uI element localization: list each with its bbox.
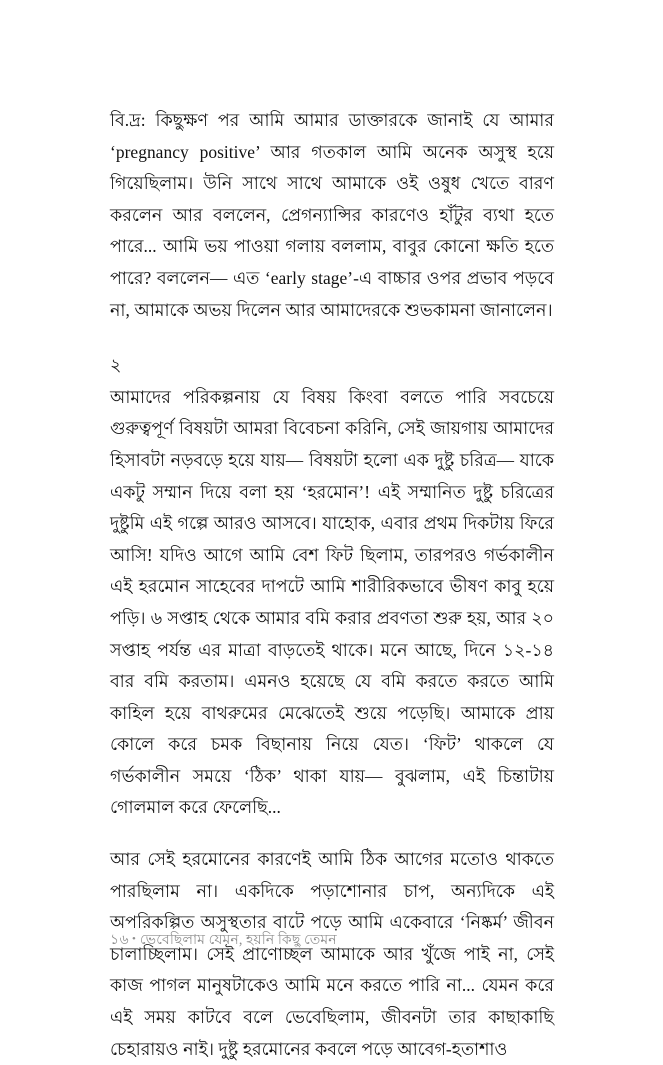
note-paragraph: বি.দ্র: কিছুক্ষণ পর আমি আমার ডাক্তারকে জানাই যে আমার ‘pregnancy positive’ আর গতকাল আমি অনেক অসুস্থ হয়ে গিয়েছিলাম। উনি সাথে সাথে আমাকে ওই ওষুধ খেতে বারণ করলেন আর বললেন, প্রেগন্যান্সির কারণেও হাঁটুর ব্যথা হতে পারে... আমি ভয় পাওয়া গলায় বললাম, বাবুর কোনো ক্ষতি হতে পারে? বললেন— এত ‘early stage’-এ বাচ্চার ওপর প্রভাব পড়বে না, আমাকে অভয় দিলেন আর আমাদেরকে শুভকামনা জানালেন। [110,110,554,320]
footer-page-number: ১৬ [110,932,130,948]
section-paragraph-2: আর সেই হরমোনের কারণেই আমি ঠিক আগের মতোও থাকতে পারছিলাম না। একদিকে পড়াশোনার চাপ, অন্যদিকে এই অপরিকল্পিত অসুস্থতার বাটে পড়ে আমি একেবারে ‘নিষ্কর্ম’ জীবন চালাচ্ছিলাম। সেই প্রাণোচ্ছল আমাকে আর খুঁজে পাই না, সেই কাজ পাগল মানুষটাকেও আমি মনে করতে পারি না... যেমন করে এই সময় কাটবে বলে ভেবেছিলাম, জীবনটা তার কাছাকাছি চেহারায়ও নাই। দুষ্টু হরমোনের কবলে পড়ে আবেগ-হতাশাও [110,849,554,1059]
page-text-block [110,105,554,1065]
page-footer [110,929,554,950]
footer-book-title: ভেবেছিলাম যেমন, হয়নি কিছু তেমন [139,932,337,948]
section-paragraph-1: আমাদের পরিকল্পনায় যে বিষয় কিংবা বলতে পারি সবচেয়ে গুরুত্বপূর্ণ বিষয়টা আমরা বিবেচনা করিনি, সেই জায়গায় আমাদের হিসাবটা নড়বড়ে হয়ে যায়— বিষয়টা হলো এক দুষ্টু চরিত্র— যাকে একটু সম্মান দিয়ে বলা হয় ‘হরমোন’! এই সম্মানিত দুষ্টু চরিত্রের দুষ্টুমি এই গল্পে আরও আসবে। যাহোক, এবার প্রথম দিকটায় ফিরে আসি! যদিও আগে আমি বেশ ফিট ছিলাম, তারপরও গর্ভকালীন এই হরমোন সাহেবের দাপটে আমি শারীরিকভাবে ভীষণ কাবু হয়ে পড়ি। ৬ সপ্তাহ থেকে আমার বমি করার প্রবণতা শুরু হয়, আর ২০ সপ্তাহ পর্যন্ত এর মাত্রা বাড়তেই থাকে। মনে আছে, দিনে ১২-১৪ বার বমি করতাম। এমনও হয়েছে যে বমি করতে করতে আমি কাহিল হয়ে বাথরুমের মেঝেতেই শুয়ে পড়েছি। আমাকে প্রায় কোলে করে চমক বিছানায় নিয়ে যেত। ‘ফিট’ থাকলে যে গর্ভকালীন সময়ে ‘ঠিক’ থাকা যায়— বুঝলাম, এই চিন্তাটায় গোলমাল করে ফেলেছি... [110,386,554,818]
footer-separator-dot: • [132,933,136,945]
section-number-heading: ২ [110,355,122,376]
